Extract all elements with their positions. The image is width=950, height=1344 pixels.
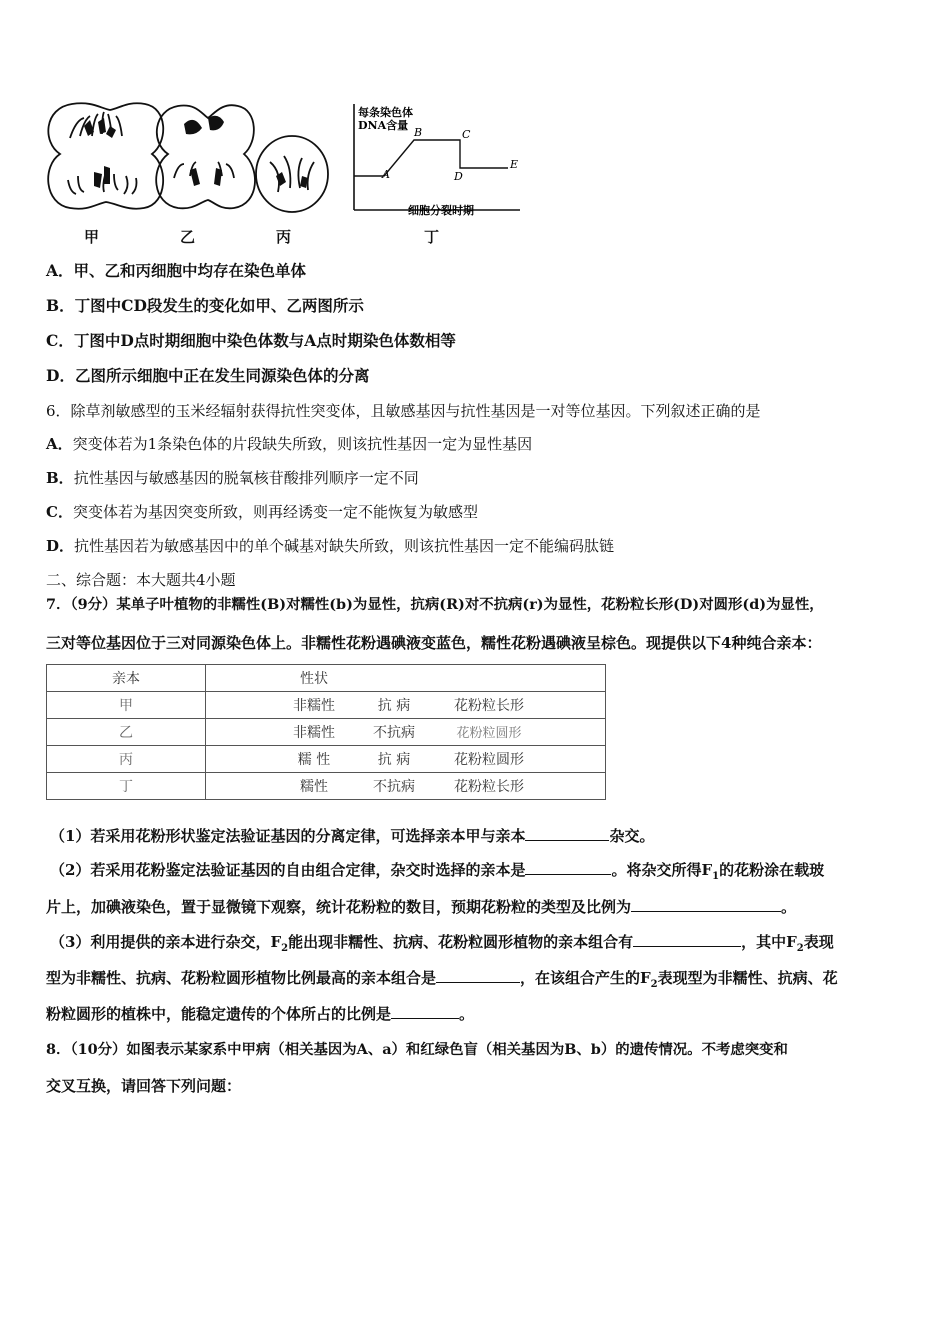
q7-line-1: 7．（9分）某单子叶植物的非糯性(B)对糯性(b)为显性，抗病(R)对不抗病(r)为显性，花粉粒长形(D)对圆形(d)为显性， [46, 596, 824, 613]
q7-line-2: 三对等位基因位于三对同源染色体上。非糯性花粉遇碘液变蓝色，糯性花粉遇碘液呈棕色。现提供以下4种纯合亲本： [46, 634, 822, 652]
cell-diagrams-figure [40, 96, 340, 226]
q7-sub2-line-1 [50, 860, 824, 887]
cell-jia-chromosomes [84, 118, 116, 188]
q6-option-b-label: B． [46, 469, 74, 487]
q7-sub3-line-3 [46, 1004, 474, 1024]
q7-sub3-sub1: 2 [281, 943, 289, 954]
q5-option-b-label: B． [46, 296, 75, 315]
trait-pollen: 花粉粒长形 [454, 779, 524, 795]
graph-x-label: 细胞分裂时期 [408, 204, 474, 217]
caption-ding: 丁 [424, 228, 440, 246]
trait-pollen: 花粉粒圆形 [454, 752, 524, 768]
graph-point-d: D [454, 170, 463, 183]
q6-option-d-label: D． [46, 537, 75, 555]
q7-sub2-mid2: 的花粉涂在载玻 [719, 861, 825, 879]
q7-sub2-line2-text: 片上，加碘液染色，置于显微镜下观察，统计花粉粒的数目，预期花粉粒的类型及比例为 [46, 898, 632, 916]
graph-curve [354, 140, 508, 176]
answer-blank[interactable] [633, 932, 741, 947]
q5-option-a [46, 261, 306, 281]
q7-sub3-pre: （3）利用提供的亲本进行杂交，F [50, 933, 282, 951]
answer-blank[interactable] [391, 1004, 459, 1019]
trait-pollen: 花粉粒圆形 [456, 726, 522, 741]
q6-option-a-label: A． [46, 435, 73, 453]
trait-disease: 抗 病 [377, 752, 411, 768]
q7-sub3-line3b: 。 [459, 1005, 475, 1023]
q7-sub2-line-2 [46, 897, 796, 917]
answer-blank[interactable] [525, 826, 609, 841]
q7-sub1 [50, 826, 654, 846]
q6-option-b-text: 抗性基因与敏感基因的脱氧核苷酸排列顺序一定不同 [73, 469, 419, 487]
q7-sub3-line-1 [50, 932, 834, 959]
table-row [47, 773, 606, 800]
q5-option-d [46, 366, 369, 386]
q6-option-d-text: 抗性基因若为敏感基因中的单个碱基对缺失所致，则该抗性基因一定不能编码肽链 [74, 537, 615, 555]
q6-option-d [46, 536, 614, 556]
q7-sub3-sub3: 2 [650, 979, 658, 990]
table-cell-traits [206, 719, 606, 746]
trait-waxy: 糯性 [300, 779, 328, 795]
q5-option-c-text: 丁图中D点时期细胞中染色体数与A点时期染色体数相等 [73, 331, 456, 350]
table-cell-parent: 丁 [47, 773, 206, 800]
table-header-row [47, 665, 606, 692]
q7-sub2-end: 。 [781, 898, 797, 916]
graph-point-c: C [462, 128, 471, 141]
q5-option-d-text: 乙图所示细胞中正在发生同源染色体的分离 [74, 366, 370, 385]
q6-option-a-text: 突变体若为1条染色体的片段缺失所致，则该抗性基因一定为显性基因 [72, 435, 533, 453]
q7-sub3-line2c: 表现型为非糯性、抗病、花 [657, 969, 838, 987]
caption-bing: 丙 [276, 228, 292, 246]
table-header-trait-label: 性状 [300, 671, 328, 687]
q7-sub3-line3a: 粉粒圆形的植株中，能稳定遗传的个体所占的比例是 [46, 1005, 392, 1023]
trait-pollen: 花粉粒长形 [454, 698, 524, 714]
table-cell-traits [206, 773, 606, 800]
q8-line-1: 8．（10分）如图表示某家系中甲病（相关基因为A、a）和红绿色盲（相关基因为B、b）的遗传情况。不考虑突变和 [46, 1041, 788, 1058]
trait-waxy: 糯 性 [297, 752, 331, 768]
graph-y-label-2: DNA含量 [358, 119, 409, 132]
answer-blank[interactable] [525, 860, 611, 875]
trait-disease: 不抗病 [373, 725, 415, 741]
table-cell-traits [206, 692, 606, 719]
q5-option-d-label: D． [46, 366, 75, 385]
cell-yi [156, 105, 255, 208]
table-header-parent: 亲本 [47, 665, 206, 692]
trait-disease: 抗 病 [377, 698, 411, 714]
table-cell-parent: 甲 [47, 692, 206, 719]
answer-blank[interactable] [631, 897, 781, 912]
q5-option-a-label: A． [46, 261, 74, 280]
table-row [47, 719, 606, 746]
graph-y-label-1: 每条染色体 [358, 106, 413, 119]
trait-disease: 不抗病 [373, 779, 415, 795]
table-cell-parent: 丙 [47, 746, 206, 773]
trait-waxy: 非糯性 [293, 725, 335, 741]
q7-sub2-subscript: 1 [712, 871, 720, 882]
q7-sub3-c: 表现 [803, 933, 834, 951]
q6-option-c-label: C． [46, 503, 73, 521]
q7-sub3-line2a: 型为非糯性、抗病、花粉粒圆形植物比例最高的亲本组合是 [46, 969, 437, 987]
answer-blank[interactable] [436, 968, 520, 983]
graph-point-e: E [510, 158, 519, 171]
trait-waxy: 非糯性 [293, 698, 335, 714]
q7-sub3-b: ，其中F [741, 933, 797, 951]
parents-table [46, 664, 606, 800]
cell-bing-chromosomes [276, 172, 308, 188]
q5-option-b [46, 296, 364, 316]
caption-yi: 乙 [180, 228, 196, 246]
section-2-heading: 二、综合题：本大题共4小题 [46, 571, 236, 589]
table-cell-traits [206, 746, 606, 773]
table-row [47, 692, 606, 719]
table-header-trait [206, 665, 606, 692]
q7-sub3-line2b: ，在该组合产生的F [520, 969, 651, 987]
cell-bing [256, 136, 328, 212]
dna-content-graph [348, 96, 528, 222]
q7-sub2-mid1: 。将杂交所得F [611, 861, 713, 879]
q7-sub3-sub2: 2 [796, 943, 804, 954]
q7-sub1-text: （1）若采用花粉形状鉴定法验证基因的分离定律，可选择亲本甲与亲本 [50, 827, 526, 845]
q5-option-b-text: 丁图中CD段发生的变化如甲、乙两图所示 [74, 296, 364, 315]
q8-line-2: 交叉互换，请回答下列问题： [46, 1077, 242, 1095]
q7-sub3-line-2 [46, 968, 838, 995]
graph-point-b: B [414, 126, 423, 139]
q5-option-a-text: 甲、乙和丙细胞中均存在染色单体 [73, 261, 307, 280]
q5-option-c-label: C． [46, 331, 74, 350]
q6-stem: 6．除草剂敏感型的玉米经辐射获得抗性突变体，且敏感基因与抗性基因是一对等位基因。下列叙述正确的是 [46, 402, 761, 420]
q5-option-c [46, 331, 456, 351]
q7-sub3-a: 能出现非糯性、抗病、花粉粒圆形植物的亲本组合有 [288, 933, 634, 951]
q6-option-a [46, 434, 532, 454]
q6-option-c [46, 502, 478, 522]
graph-point-a: A [382, 168, 390, 181]
q6-option-c-text: 突变体若为基因突变所致，则再经诱变一定不能恢复为敏感型 [72, 503, 478, 521]
table-row [47, 746, 606, 773]
q7-sub2-text: （2）若采用花粉鉴定法验证基因的自由组合定律，杂交时选择的亲本是 [50, 861, 526, 879]
caption-jia: 甲 [84, 228, 100, 246]
table-cell-parent: 乙 [47, 719, 206, 746]
cell-jia [48, 103, 163, 208]
q7-sub1-end: 杂交。 [609, 827, 655, 845]
q6-option-b [46, 468, 419, 488]
